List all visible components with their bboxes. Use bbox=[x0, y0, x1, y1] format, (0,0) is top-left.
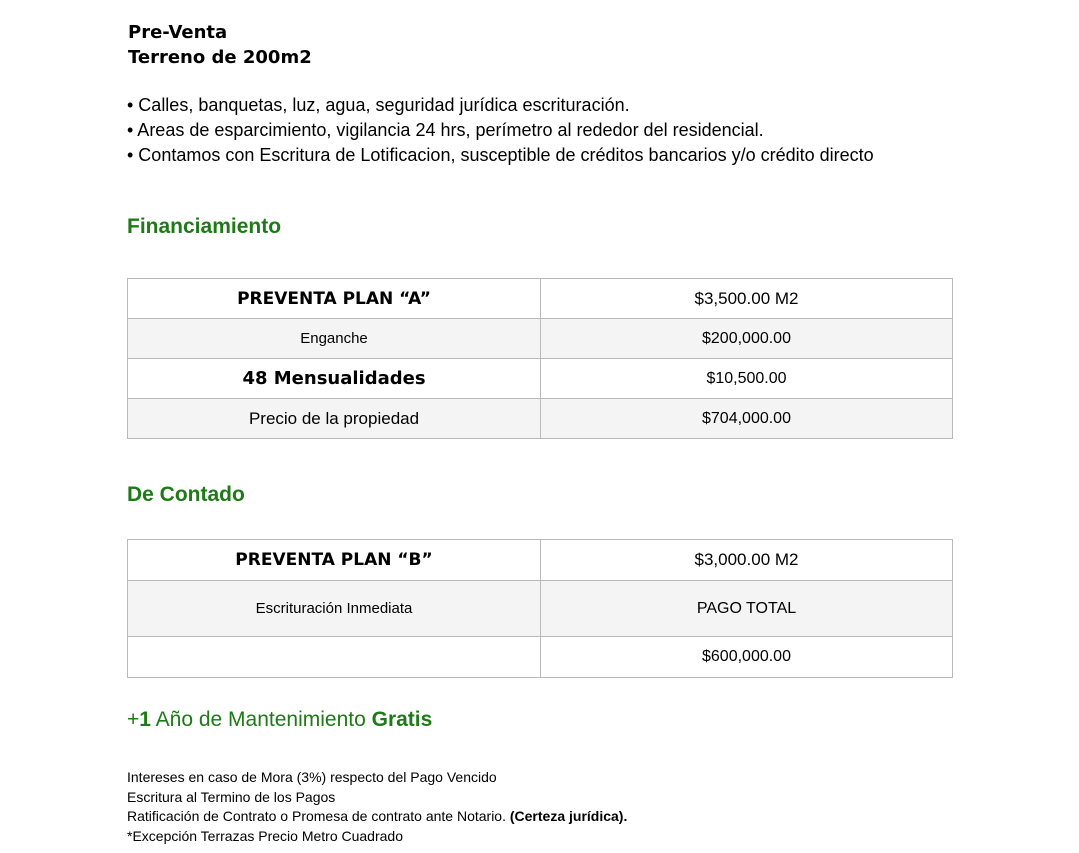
enganche-label: Enganche bbox=[128, 319, 541, 359]
document-title bbox=[128, 20, 312, 70]
mensualidades-value: $10,500.00 bbox=[541, 359, 953, 399]
empty-cell bbox=[128, 637, 541, 678]
precio-propiedad-label: Precio de la propiedad bbox=[128, 399, 541, 439]
note-line: Escritura al Termino de los Pagos bbox=[127, 788, 336, 805]
plan-a-table bbox=[127, 278, 953, 439]
plan-a-title: PREVENTA PLAN “A” bbox=[128, 279, 541, 319]
escrituracion-label: Escrituración Inmediata bbox=[128, 581, 541, 637]
plan-b-title: PREVENTA PLAN “B” bbox=[128, 540, 541, 581]
feature-item: • Calles, banquetas, luz, agua, seguridad jurídica escrituración. bbox=[127, 95, 630, 115]
terms-notes bbox=[127, 768, 627, 846]
title-pre-venta: Pre-Venta bbox=[128, 22, 228, 43]
financiamiento-heading: Financiamiento bbox=[127, 215, 282, 238]
note-line bbox=[127, 807, 627, 827]
table-row bbox=[128, 319, 953, 359]
pago-total-value: PAGO TOTAL bbox=[541, 581, 953, 637]
plan-b-price-m2: $3,000.00 M2 bbox=[541, 540, 953, 581]
features-list bbox=[127, 93, 874, 168]
plan-b-table bbox=[127, 539, 953, 678]
note-certeza: (Certeza jurídica). bbox=[509, 808, 628, 824]
table-row bbox=[128, 581, 953, 637]
title-terreno: Terreno de 200m2 bbox=[128, 47, 312, 68]
mensualidades-label: 48 Mensualidades bbox=[128, 359, 541, 399]
plan-a-price-m2: $3,500.00 M2 bbox=[541, 279, 953, 319]
promo-plus: + bbox=[127, 708, 140, 731]
note-line: Intereses en caso de Mora (3%) respecto del Pago Vencido bbox=[127, 769, 497, 785]
note-ratificacion: Ratificación de Contrato o Promesa de contrato ante Notario. bbox=[127, 808, 510, 824]
feature-item: • Areas de esparcimiento, vigilancia 24 hrs, perímetro al rededor del residencial. bbox=[127, 120, 764, 140]
table-row bbox=[128, 540, 953, 581]
enganche-value: $200,000.00 bbox=[541, 319, 953, 359]
feature-item: • Contamos con Escritura de Lotificacion, susceptible de créditos bancarios y/o crédito directo bbox=[127, 145, 874, 165]
promo-gratis: Gratis bbox=[371, 708, 433, 731]
promo-text: Año de Mantenimiento bbox=[150, 708, 372, 731]
total-price-value: $600,000.00 bbox=[541, 637, 953, 678]
maintenance-promo bbox=[127, 708, 432, 732]
precio-propiedad-value: $704,000.00 bbox=[541, 399, 953, 439]
contado-heading: De Contado bbox=[127, 483, 245, 506]
table-row bbox=[128, 279, 953, 319]
table-row bbox=[128, 637, 953, 678]
promo-number: 1 bbox=[139, 708, 151, 731]
table-row bbox=[128, 399, 953, 439]
table-row bbox=[128, 359, 953, 399]
note-line: *Excepción Terrazas Precio Metro Cuadrado bbox=[127, 827, 403, 844]
